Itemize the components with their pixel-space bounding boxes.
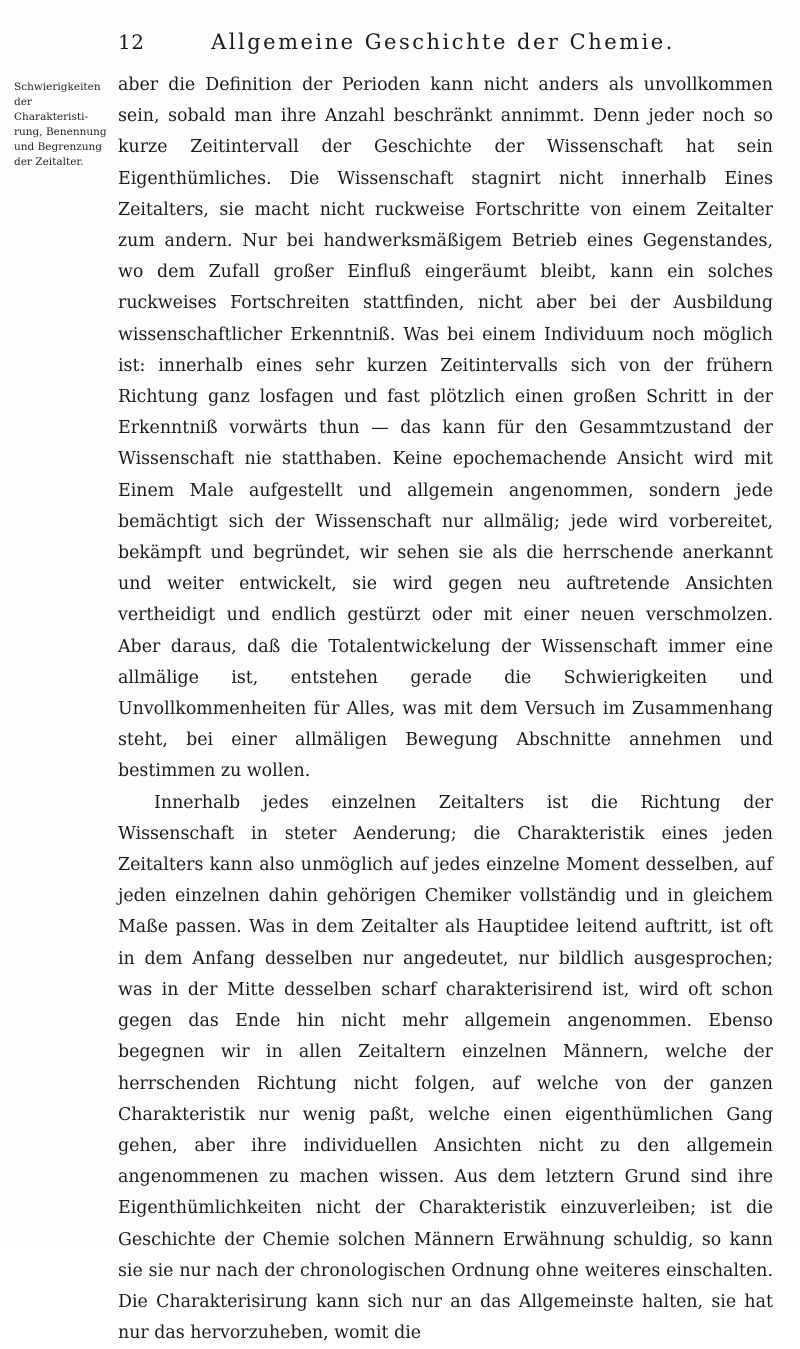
page-number: 12 xyxy=(118,30,145,54)
margin-note xyxy=(14,80,108,170)
margin-note-line: und Begrenzung xyxy=(14,141,103,153)
margin-note-line: Schwierigkeiten xyxy=(14,81,101,93)
body-text xyxy=(118,70,773,1349)
paragraph: Innerhalb jedes einzelnen Zeitalters ist die Richtung der Wissenschaft in steter Aenderung; die Charakteristik eines jeden Zeitalters kann also unmöglich auf jedes einzelne Moment desselben, auf jeden einzelnen dahin gehörigen Chemiker vollständig und in gleichem Maße passen. Was in dem Zeitalter als Hauptidee leitend auftritt, ist oft in dem Anfang desselben nur angedeutet, nur bildlich ausgesprochen; was in der Mitte desselben scharf charakterisirend ist, wird oft schon gegen das Ende hin nicht mehr allgemein angenommen. Ebenso begegnen wir in allen Zeitaltern einzelnen Männern, welche der herrschenden Richtung nicht folgen, auf welche von der ganzen Charakteristik nur wenig paßt, welche einen eigenthümlichen Gang gehen, aber ihre individuellen Ansichten nicht zu den allgemein angenommenen zu machen wissen. Aus dem letztern Grund sind ihre Eigenthümlichkeiten nicht der Charakteristik einzuverleiben; ist die Geschichte der Chemie solchen Männern Erwähnung schuldig, so kann sie sie nur nach der chronologischen Ordnung ohne weiteres einschalten. Die Charakterisirung kann sich nur an das Allgemeinste halten, sie hat nur das hervorzuheben, womit die xyxy=(118,792,773,1344)
margin-note-line: der Charakteristi- xyxy=(14,96,89,123)
paragraph: aber die Definition der Perioden kann nicht anders als unvollkommen sein, sobald man ihre Anzahl beschränkt annimmt. Denn jeder noch so kurze Zeitintervall der Geschichte der Wissenschaft hat sein Eigenthümliches. Die Wissenschaft stagnirt nicht innerhalb Eines Zeitalters, sie macht nicht ruckweise Fortschritte von einem Zeitalter zum andern. Nur bei handwerksmäßigem Betrieb eines Gegenstandes, wo dem Zufall großer Einfluß eingeräumt bleibt, kann ein solches ruckweises Fortschreiten stattfinden, nicht aber bei der Ausbildung wissenschaftlicher Erkenntniß. Was bei einem Individuum noch möglich ist: innerhalb eines sehr kurzen Zeitintervalls sich von der frühern Richtung ganz losfagen und fast plötzlich einen großen Schritt in der Erkenntniß vorwärts thun — das kann für den Gesammtzustand der Wissenschaft nie statthaben. Keine epochemachende Ansicht wird mit Einem Male aufgestellt und allgemein angenommen, sondern jede bemächtigt sich der Wissenschaft nur allmälig; jede wird vorbereitet, bekämpft und begründet, wir sehen sie als die herrschende anerkannt und weiter entwickelt, sie wird gegen neu auftretende Ansichten vertheidigt und endlich gestürzt oder mit einer neuen verschmolzen. Aber daraus, daß die Totalentwickelung der Wissenschaft immer eine allmälige ist, entstehen gerade die Schwierigkeiten und Unvollkommenheiten für Alles, was mit dem Versuch im Zusammenhang steht, bei einer allmäligen Bewegung Abschnitte annehmen und bestimmen zu wollen. xyxy=(118,75,773,782)
margin-note-line: der Zeitalter. xyxy=(14,156,84,168)
running-head: Allgemeine Geschichte der Chemie. xyxy=(211,30,675,54)
margin-note-line: rung, Benennung xyxy=(14,126,107,138)
page-header xyxy=(118,30,768,60)
